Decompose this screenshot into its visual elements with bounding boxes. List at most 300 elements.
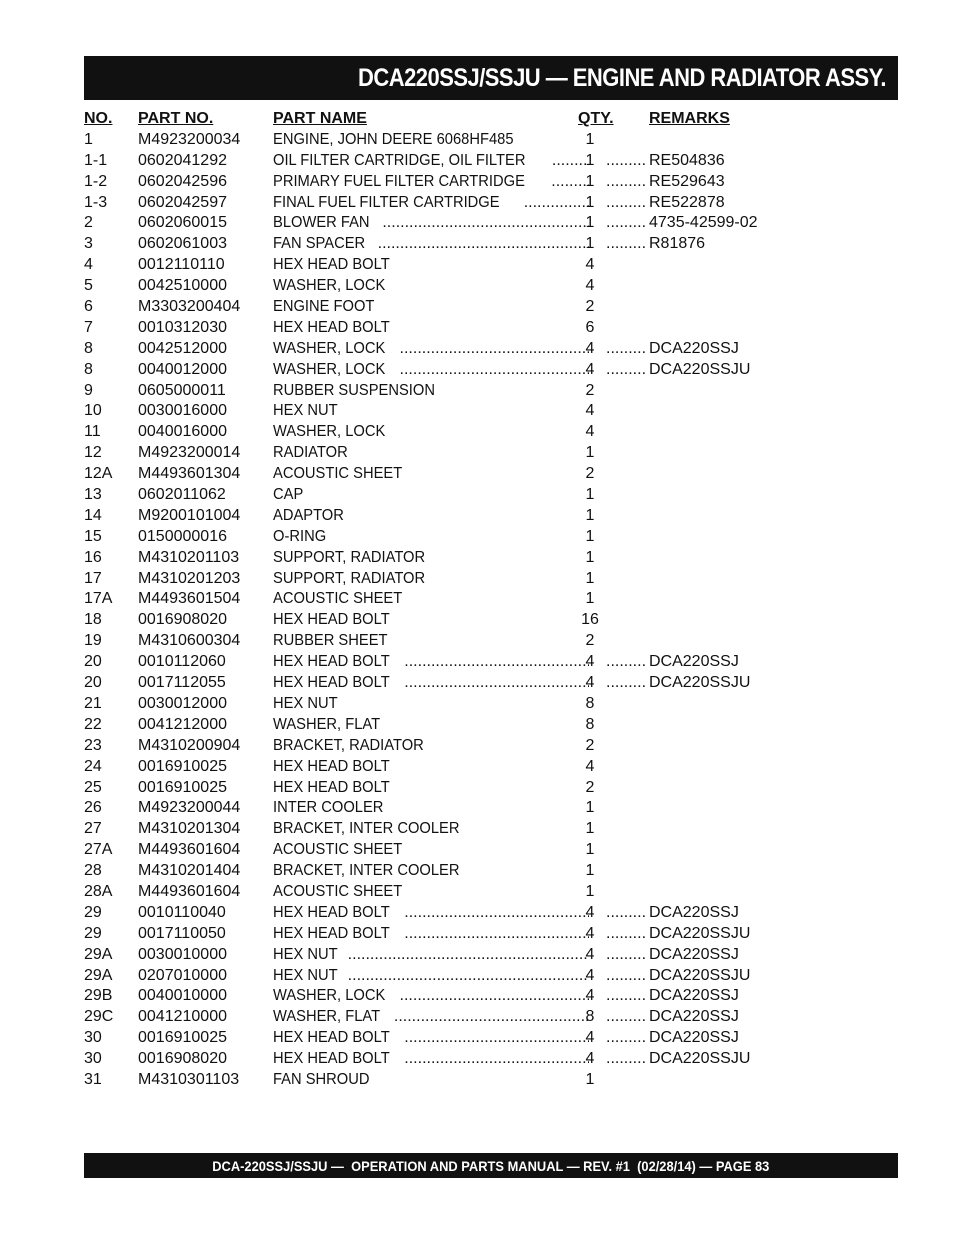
- part-name-cell: [273, 861, 593, 882]
- part-number: M4923200034: [138, 130, 241, 148]
- quantity: 4: [585, 402, 595, 420]
- table-header-row: [84, 109, 784, 130]
- part-number: 0030010000: [138, 945, 227, 963]
- part-name-cell: [273, 485, 593, 506]
- part-number: 0016908020: [138, 611, 227, 629]
- table-row: [84, 673, 784, 694]
- part-number: M4493601304: [138, 465, 241, 483]
- part-name-cell: [273, 673, 589, 694]
- item-no: 29: [84, 924, 102, 942]
- table-row: [84, 1049, 784, 1070]
- part-number: 0030012000: [138, 694, 227, 712]
- part-number: 0040016000: [138, 423, 227, 441]
- leader-dots: [395, 987, 589, 1004]
- quantity: 4: [585, 903, 595, 921]
- quantity: 1: [585, 799, 595, 817]
- part-number: M4310201203: [138, 569, 241, 587]
- part-name-cell: [273, 945, 589, 966]
- part-number: M4310201103: [138, 548, 240, 566]
- remarks: DCA220SSJ: [649, 1029, 739, 1047]
- quantity: 1: [585, 130, 595, 148]
- header-remarks: REMARKS: [649, 110, 730, 127]
- part-name: WASHER, LOCK: [273, 277, 386, 295]
- part-number: M4493601604: [138, 882, 241, 900]
- part-name-cell: [273, 297, 593, 318]
- quantity: 1: [585, 590, 595, 608]
- item-no: 19: [84, 632, 102, 650]
- part-number: 0030016000: [138, 402, 227, 420]
- part-number: 0602042597: [138, 193, 227, 211]
- part-number: 0602061003: [138, 235, 227, 253]
- leader-dots: [606, 339, 646, 360]
- item-no: 9: [84, 381, 93, 399]
- part-number: 0602041292: [138, 151, 227, 169]
- part-name: HEX HEAD BOLT: [273, 903, 390, 921]
- part-name: WASHER, LOCK: [273, 339, 386, 357]
- part-name: FINAL FUEL FILTER CARTRIDGE: [273, 193, 500, 211]
- item-no: 27: [84, 820, 102, 838]
- header-part-no: PART NO.: [138, 110, 214, 127]
- leader-dots: [606, 945, 646, 966]
- part-name: BLOWER FAN: [273, 214, 370, 232]
- part-name: WASHER, FLAT: [273, 715, 381, 733]
- item-no: 3: [84, 235, 93, 253]
- leader-dots: [606, 1028, 646, 1049]
- table-row: [84, 130, 784, 151]
- quantity: 1: [585, 444, 595, 462]
- part-name: BRACKET, RADIATOR: [273, 736, 424, 754]
- leader-dots: [606, 1049, 646, 1070]
- part-name: HEX HEAD BOLT: [273, 653, 390, 671]
- leader-dots: [606, 213, 646, 234]
- item-no: 23: [84, 736, 102, 754]
- part-name-cell: [273, 443, 593, 464]
- part-name-cell: [273, 736, 593, 757]
- part-name-cell: [273, 276, 593, 297]
- item-no: 17: [84, 569, 102, 587]
- quantity: 8: [585, 694, 595, 712]
- part-number: M4493601504: [138, 590, 241, 608]
- part-name-cell: [273, 318, 593, 339]
- item-no: 29A: [84, 945, 113, 963]
- item-no: 29B: [84, 987, 113, 1005]
- leader-dots: [395, 340, 589, 357]
- part-number: 0016910025: [138, 1029, 227, 1047]
- item-no: 25: [84, 778, 102, 796]
- quantity: 1: [585, 235, 595, 253]
- part-name-cell: [273, 757, 593, 778]
- item-no: 29A: [84, 966, 113, 984]
- item-no: 20: [84, 674, 102, 692]
- part-name: HEX HEAD BOLT: [273, 256, 390, 274]
- part-name-cell: [273, 506, 593, 527]
- remarks: DCA220SSJU: [649, 966, 751, 984]
- table-row: [84, 318, 784, 339]
- table-row: [84, 840, 784, 861]
- table-row: [84, 652, 784, 673]
- part-number: M3303200404: [138, 298, 241, 316]
- item-no: 30: [84, 1029, 102, 1047]
- item-no: 12A: [84, 465, 113, 483]
- quantity: 8: [585, 715, 595, 733]
- part-number: 0042510000: [138, 277, 227, 295]
- quantity: 4: [585, 945, 595, 963]
- part-name-cell: [273, 548, 593, 569]
- page-footer: DCA-220SSJ/SSJU — OPERATION AND PARTS MANUAL — REV. #1 (02/28/14) — PAGE 83: [212, 1157, 770, 1174]
- table-row: [84, 631, 784, 652]
- item-no: 16: [84, 548, 102, 566]
- part-name: HEX NUT: [273, 402, 338, 420]
- part-name: SUPPORT, RADIATOR: [273, 569, 426, 587]
- table-row: [84, 569, 784, 590]
- item-no: 21: [84, 694, 102, 712]
- quantity: 1: [585, 214, 595, 232]
- quantity: 4: [585, 339, 595, 357]
- table-row: [84, 1028, 784, 1049]
- remarks: DCA220SSJ: [649, 1008, 739, 1026]
- part-name: ACOUSTIC SHEET: [273, 465, 403, 483]
- quantity: 4: [585, 966, 595, 984]
- item-no: 27A: [84, 841, 113, 859]
- part-name: HEX HEAD BOLT: [273, 611, 390, 629]
- part-name-cell: [273, 652, 589, 673]
- part-name: RUBBER SHEET: [273, 632, 388, 650]
- part-name-cell: [273, 401, 593, 422]
- part-name-cell: [273, 966, 589, 987]
- remarks: DCA220SSJU: [649, 1050, 751, 1068]
- part-name-cell: [273, 130, 593, 151]
- item-no: 1-1: [84, 151, 108, 169]
- remarks: DCA220SSJU: [649, 924, 751, 942]
- table-row: [84, 778, 784, 799]
- leader-dots: [400, 653, 589, 670]
- part-number: M4310201304: [138, 820, 241, 838]
- item-no: 13: [84, 486, 102, 504]
- part-number: 0041212000: [138, 715, 227, 733]
- part-name: HEX HEAD BOLT: [273, 1050, 390, 1068]
- leader-dots: [606, 151, 646, 172]
- part-number: M4310201404: [138, 862, 241, 880]
- remarks: RE504836: [649, 151, 725, 169]
- leader-dots: [343, 946, 589, 963]
- part-number: 0150000016: [138, 527, 227, 545]
- quantity: 1: [585, 820, 595, 838]
- item-no: 1-2: [84, 172, 108, 190]
- part-number: M4923200014: [138, 444, 241, 462]
- part-name-cell: [273, 840, 593, 861]
- remarks: DCA220SSJ: [649, 339, 739, 357]
- header-qty: QTY.: [578, 110, 614, 127]
- part-name: O-RING: [273, 527, 327, 545]
- item-no: 20: [84, 653, 102, 671]
- leader-dots: [606, 924, 646, 945]
- part-name-cell: [273, 694, 593, 715]
- table-row: [84, 276, 784, 297]
- part-name-cell: [273, 360, 589, 381]
- table-row: [84, 736, 784, 757]
- table-row: [84, 381, 784, 402]
- part-name: OIL FILTER CARTRIDGE, OIL FILTER: [273, 151, 526, 169]
- table-row: [84, 422, 784, 443]
- part-number: 0016910025: [138, 757, 227, 775]
- quantity: 1: [585, 548, 595, 566]
- remarks: DCA220SSJU: [649, 674, 751, 692]
- item-no: 10: [84, 402, 102, 420]
- table-row: [84, 548, 784, 569]
- item-no: 22: [84, 715, 102, 733]
- quantity: 4: [585, 674, 595, 692]
- part-number: 0041210000: [138, 1008, 227, 1026]
- part-name: BRACKET, INTER COOLER: [273, 862, 460, 880]
- part-number: 0017110050: [138, 924, 226, 942]
- leader-dots: [606, 234, 646, 255]
- part-number: 0040012000: [138, 360, 227, 378]
- part-name-cell: [273, 1049, 589, 1070]
- page-title-bar: [84, 56, 898, 100]
- remarks: R81876: [649, 235, 706, 253]
- part-number: 0602011062: [138, 486, 226, 504]
- item-no: 7: [84, 318, 93, 336]
- part-name-cell: [273, 882, 593, 903]
- table-row: [84, 1007, 784, 1028]
- item-no: 28A: [84, 882, 113, 900]
- item-no: 4: [84, 256, 93, 274]
- part-name: ACOUSTIC SHEET: [273, 882, 403, 900]
- quantity: 1: [585, 527, 595, 545]
- leader-dots: [378, 214, 589, 231]
- part-number: M4310200904: [138, 736, 241, 754]
- part-name-cell: [273, 798, 593, 819]
- item-no: 26: [84, 799, 102, 817]
- part-name-cell: [273, 422, 593, 443]
- quantity: 4: [585, 423, 595, 441]
- quantity: 4: [585, 757, 595, 775]
- quantity: 4: [585, 924, 595, 942]
- part-name: RUBBER SUSPENSION: [273, 381, 435, 399]
- item-no: 15: [84, 527, 102, 545]
- table-row: [84, 694, 784, 715]
- item-no: 11: [84, 423, 101, 441]
- quantity: 4: [585, 653, 595, 671]
- part-name: HEX HEAD BOLT: [273, 1029, 390, 1047]
- part-name-cell: [273, 1028, 589, 1049]
- table-row: [84, 1070, 784, 1091]
- item-no: 29: [84, 903, 102, 921]
- item-no: 1: [84, 130, 93, 148]
- quantity: 8: [585, 1008, 595, 1026]
- leader-dots: [400, 674, 589, 691]
- quantity: 6: [585, 318, 595, 336]
- part-name: FAN SPACER: [273, 235, 366, 253]
- quantity: 2: [585, 632, 595, 650]
- part-number: M4310600304: [138, 632, 241, 650]
- part-name: ENGINE, JOHN DEERE 6068HF485: [273, 130, 514, 148]
- table-row: [84, 297, 784, 318]
- part-name-cell: [273, 213, 589, 234]
- part-name: WASHER, LOCK: [273, 360, 386, 378]
- table-row: [84, 945, 784, 966]
- part-number: M4310301103: [138, 1070, 240, 1088]
- part-name: FAN SHROUD: [273, 1070, 370, 1088]
- part-number: M4493601604: [138, 841, 241, 859]
- part-name-cell: [273, 589, 593, 610]
- table-row: [84, 819, 784, 840]
- item-no: 24: [84, 757, 102, 775]
- table-row: [84, 861, 784, 882]
- part-name-cell: [273, 527, 593, 548]
- leader-dots: [606, 986, 646, 1007]
- item-no: 8: [84, 360, 93, 378]
- leader-dots: [606, 1007, 646, 1028]
- table-row: [84, 213, 784, 234]
- quantity: 2: [585, 381, 595, 399]
- quantity: 16: [581, 611, 599, 629]
- part-name: HEX HEAD BOLT: [273, 674, 390, 692]
- table-row: [84, 924, 784, 945]
- remarks: DCA220SSJU: [649, 360, 751, 378]
- part-name-cell: [273, 903, 589, 924]
- item-no: 30: [84, 1050, 102, 1068]
- quantity: 1: [585, 193, 595, 211]
- part-name: HEX NUT: [273, 945, 338, 963]
- remarks: DCA220SSJ: [649, 945, 739, 963]
- part-name: WASHER, LOCK: [273, 423, 386, 441]
- part-number: 0207010000: [138, 966, 227, 984]
- part-name: WASHER, LOCK: [273, 987, 386, 1005]
- table-row: [84, 882, 784, 903]
- table-row: [84, 589, 784, 610]
- item-no: 31: [84, 1070, 102, 1088]
- page-footer-bar: [84, 1153, 898, 1178]
- table-row: [84, 485, 784, 506]
- table-row: [84, 360, 784, 381]
- quantity: 2: [585, 778, 595, 796]
- part-number: 0042512000: [138, 339, 227, 357]
- leader-dots: [389, 1008, 589, 1025]
- item-no: 12: [84, 444, 102, 462]
- part-name-cell: [273, 172, 589, 193]
- item-no: 28: [84, 862, 102, 880]
- table-row: [84, 527, 784, 548]
- part-name-cell: [273, 631, 593, 652]
- item-no: 2: [84, 214, 93, 232]
- part-number: M9200101004: [138, 506, 241, 524]
- part-name: HEX NUT: [273, 694, 338, 712]
- leader-dots: [400, 1050, 589, 1067]
- leader-dots: [606, 360, 646, 381]
- part-name: HEX HEAD BOLT: [273, 757, 390, 775]
- quantity: 1: [585, 882, 595, 900]
- quantity: 1: [585, 506, 595, 524]
- leader-dots: [400, 925, 589, 942]
- leader-dots: [606, 673, 646, 694]
- leader-dots: [606, 966, 646, 987]
- item-no: 6: [84, 298, 93, 316]
- remarks: DCA220SSJ: [649, 653, 739, 671]
- part-name-cell: [273, 464, 593, 485]
- quantity: 4: [585, 1029, 595, 1047]
- quantity: 2: [585, 465, 595, 483]
- leader-dots: [606, 172, 646, 193]
- quantity: 1: [585, 841, 595, 859]
- table-row: [84, 151, 784, 172]
- quantity: 1: [585, 862, 595, 880]
- table-row: [84, 172, 784, 193]
- page-title: DCA220SSJ/SSJU — ENGINE AND RADIATOR ASSY.: [358, 63, 886, 92]
- leader-dots: [606, 903, 646, 924]
- table-row: [84, 903, 784, 924]
- part-number: 0012110110: [138, 256, 225, 274]
- quantity: 4: [585, 987, 595, 1005]
- leader-dots: [373, 235, 589, 252]
- part-name: INTER COOLER: [273, 799, 384, 817]
- table-row: [84, 506, 784, 527]
- part-name: HEX HEAD BOLT: [273, 778, 390, 796]
- part-number: 0017112055: [138, 674, 226, 692]
- part-name: SUPPORT, RADIATOR: [273, 548, 426, 566]
- quantity: 4: [585, 1050, 595, 1068]
- quantity: 1: [585, 569, 595, 587]
- table-row: [84, 443, 784, 464]
- part-name: ENGINE FOOT: [273, 298, 375, 316]
- leader-dots: [395, 361, 589, 378]
- leader-dots: [606, 652, 646, 673]
- part-name-cell: [273, 381, 593, 402]
- part-name: WASHER, FLAT: [273, 1008, 381, 1026]
- part-name-cell: [273, 1070, 593, 1091]
- quantity: 4: [585, 277, 595, 295]
- table-row: [84, 757, 784, 778]
- part-number: 0605000011: [138, 381, 226, 399]
- remarks: DCA220SSJ: [649, 987, 739, 1005]
- item-no: 1-3: [84, 193, 108, 211]
- part-number: M4923200044: [138, 799, 241, 817]
- part-number: 0010110040: [138, 903, 226, 921]
- header-no: NO.: [84, 110, 113, 127]
- part-name-cell: [273, 193, 589, 214]
- remarks: RE522878: [649, 193, 725, 211]
- quantity: 2: [585, 736, 595, 754]
- part-name-cell: [273, 1007, 589, 1028]
- item-no: 8: [84, 339, 93, 357]
- quantity: 1: [585, 151, 595, 169]
- part-name: BRACKET, INTER COOLER: [273, 820, 460, 838]
- parts-list-table: [84, 109, 784, 1091]
- part-name: ADAPTOR: [273, 506, 344, 524]
- quantity: 4: [585, 360, 595, 378]
- table-row: [84, 986, 784, 1007]
- part-name-cell: [273, 986, 589, 1007]
- part-name-cell: [273, 778, 593, 799]
- remarks: 4735-42599-02: [649, 214, 758, 232]
- leader-dots: [400, 904, 589, 921]
- quantity: 1: [585, 486, 595, 504]
- part-number: 0010112060: [138, 653, 226, 671]
- header-part-name: PART NAME: [273, 110, 367, 127]
- part-name: PRIMARY FUEL FILTER CARTRIDGE: [273, 172, 525, 190]
- part-name: RADIATOR: [273, 444, 348, 462]
- table-row: [84, 715, 784, 736]
- quantity: 2: [585, 298, 595, 316]
- item-no: 18: [84, 611, 102, 629]
- part-name-cell: [273, 339, 589, 360]
- part-number: 0016910025: [138, 778, 227, 796]
- part-number: 0040010000: [138, 987, 227, 1005]
- part-name-cell: [273, 255, 593, 276]
- table-row: [84, 339, 784, 360]
- part-name: ACOUSTIC SHEET: [273, 841, 403, 859]
- item-no: 17A: [84, 590, 113, 608]
